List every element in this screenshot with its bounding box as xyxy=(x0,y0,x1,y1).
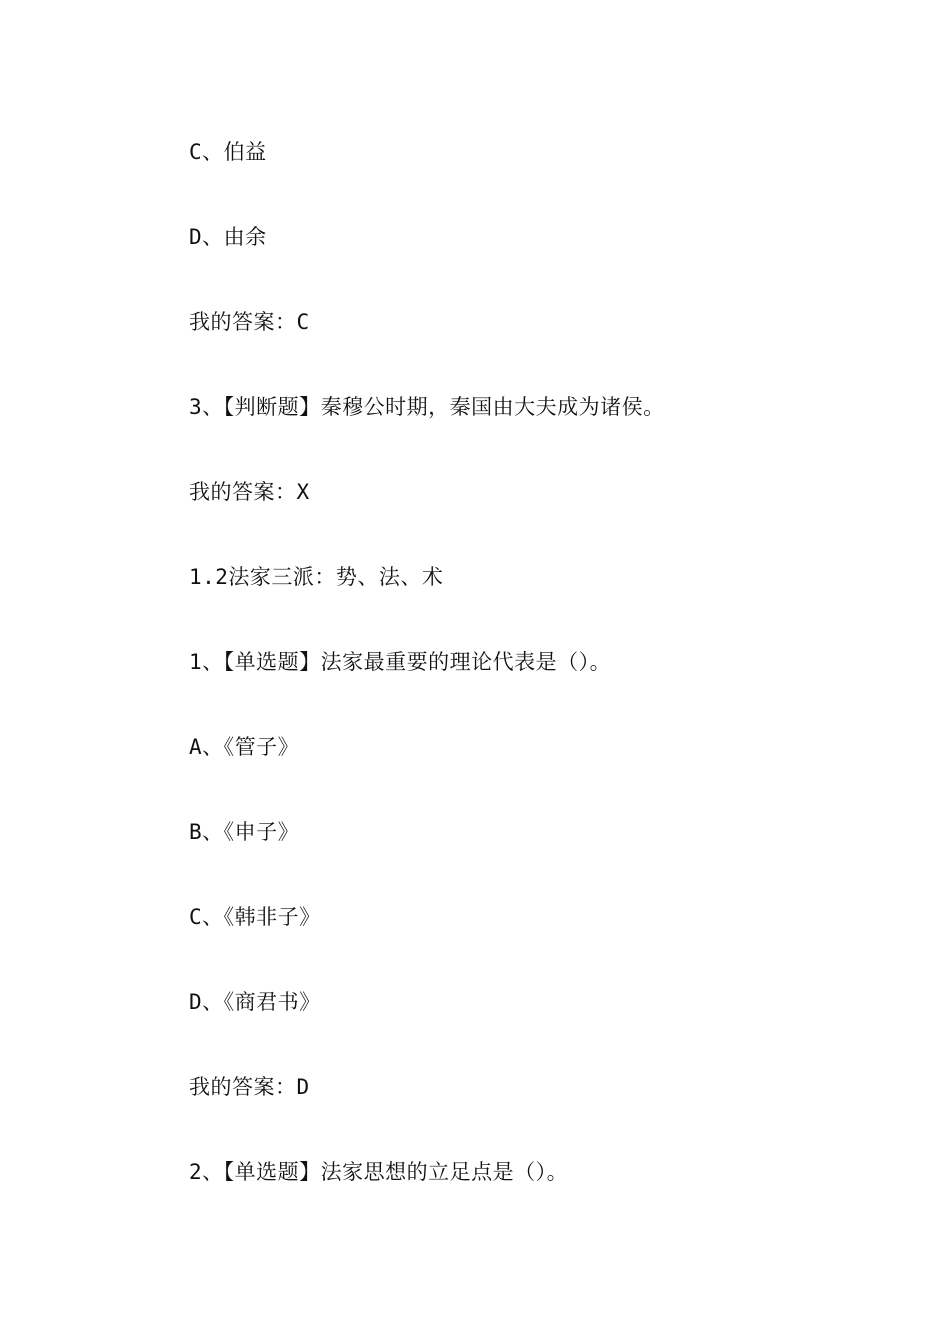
question-1-single-choice: 1、【单选题】法家最重要的理论代表是（）。 xyxy=(189,650,612,674)
option-b-shenzi: B、《申子》 xyxy=(189,820,300,844)
question-2-single-choice: 2、【单选题】法家思想的立足点是（）。 xyxy=(189,1160,569,1184)
question-3-true-false: 3、【判断题】秦穆公时期，秦国由大夫成为诸侯。 xyxy=(189,395,665,419)
section-heading: 1.2法家三派：势、法、术 xyxy=(189,565,444,589)
my-answer-d: 我的答案：D xyxy=(189,1075,310,1099)
option-d-shangjunshu: D、《商君书》 xyxy=(189,990,321,1014)
my-answer-c: 我的答案：C xyxy=(189,310,310,334)
option-c-hanfeizi: C、《韩非子》 xyxy=(189,905,321,929)
option-a-guanzi: A、《管子》 xyxy=(189,735,300,759)
option-d-youyu: D、由余 xyxy=(189,225,267,249)
option-c-boyi: C、伯益 xyxy=(189,140,267,164)
my-answer-x: 我的答案：X xyxy=(189,480,310,504)
